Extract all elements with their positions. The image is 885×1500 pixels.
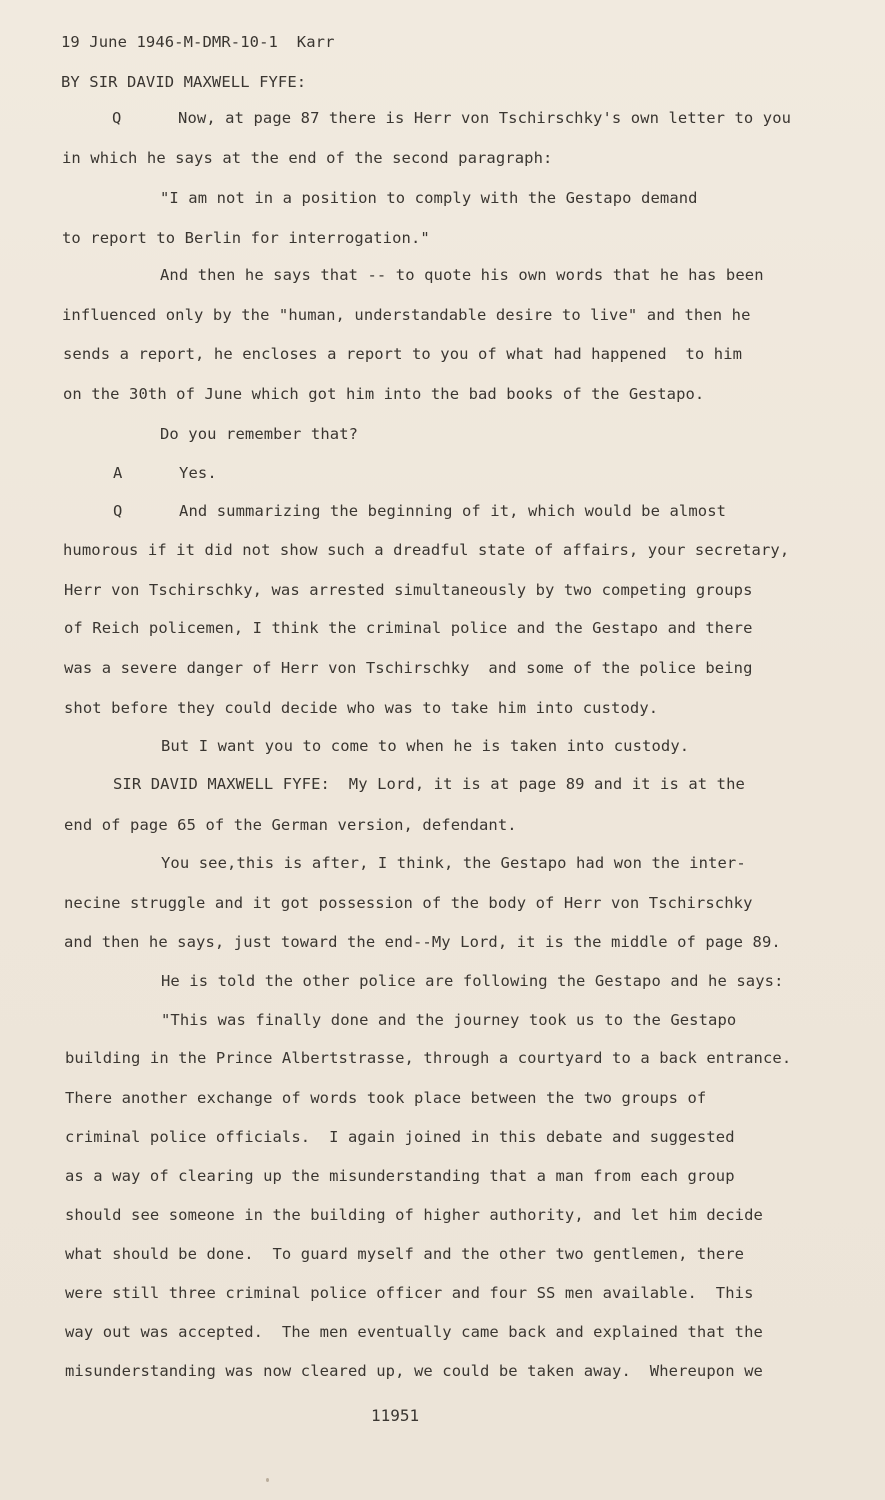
text-line: influenced only by the "human, understandable desire to live" and then he (62, 306, 751, 324)
text-line: of Reich policemen, I think the criminal police and the Gestapo and there (64, 619, 753, 637)
text-line: You see,this is after, I think, the Gestapo had won the inter- (161, 854, 746, 872)
document-header: 19 June 1946-M-DMR-10-1 Karr (61, 33, 335, 51)
speaker-heading: BY SIR DAVID MAXWELL FYFE: (61, 73, 307, 91)
text-line: And then he says that -- to quote his own words that he has been (160, 266, 764, 284)
paper-speck (266, 1478, 269, 1482)
text-line: But I want you to come to when he is taken into custody. (161, 737, 690, 755)
text-line: Do you remember that? (160, 425, 359, 443)
text-line: Herr von Tschirschky, was arrested simultaneously by two competing groups (64, 581, 753, 599)
text-line: in which he says at the end of the second paragraph: (62, 149, 553, 167)
text-line: Q And summarizing the beginning of it, which would be almost (113, 502, 727, 520)
text-line: criminal police officials. I again joined in this debate and suggested (65, 1128, 735, 1146)
text-line: necine struggle and it got possession of the body of Herr von Tschirschky (64, 894, 753, 912)
text-line: He is told the other police are following the Gestapo and he says: (161, 972, 784, 990)
text-line: on the 30th of June which got him into the bad books of the Gestapo. (63, 385, 705, 403)
text-line: "This was finally done and the journey took us to the Gestapo (161, 1011, 737, 1029)
page-number: 11951 (371, 1406, 420, 1425)
text-line: Q Now, at page 87 there is Herr von Tschirschky's own letter to you (112, 109, 792, 127)
text-line: what should be done. To guard myself and the other two gentlemen, there (65, 1245, 745, 1263)
text-line: "I am not in a position to comply with the Gestapo demand (160, 189, 698, 207)
text-line: There another exchange of words took place between the two groups of (65, 1089, 707, 1107)
text-line: A Yes. (113, 464, 217, 482)
text-line: building in the Prince Albertstrasse, through a courtyard to a back entrance. (65, 1049, 792, 1067)
text-line: shot before they could decide who was to take him into custody. (64, 699, 659, 717)
text-line: end of page 65 of the German version, defendant. (64, 816, 517, 834)
text-line: SIR DAVID MAXWELL FYFE: My Lord, it is at page 89 and it is at the (113, 775, 745, 793)
text-line: should see someone in the building of higher authority, and let him decide (65, 1206, 763, 1224)
text-line: as a way of clearing up the misunderstanding that a man from each group (65, 1167, 735, 1185)
text-line: humorous if it did not show such a dreadful state of affairs, your secretary, (63, 541, 790, 559)
text-line: to report to Berlin for interrogation." (62, 229, 430, 247)
text-line: sends a report, he encloses a report to you of what had happened to him (63, 345, 743, 363)
text-line: were still three criminal police officer and four SS men available. This (65, 1284, 754, 1302)
text-line: way out was accepted. The men eventually came back and explained that the (65, 1323, 763, 1341)
text-line: and then he says, just toward the end--My Lord, it is the middle of page 89. (64, 933, 781, 951)
text-line: was a severe danger of Herr von Tschirschky and some of the police being (64, 659, 753, 677)
text-line: misunderstanding was now cleared up, we could be taken away. Whereupon we (65, 1362, 763, 1380)
